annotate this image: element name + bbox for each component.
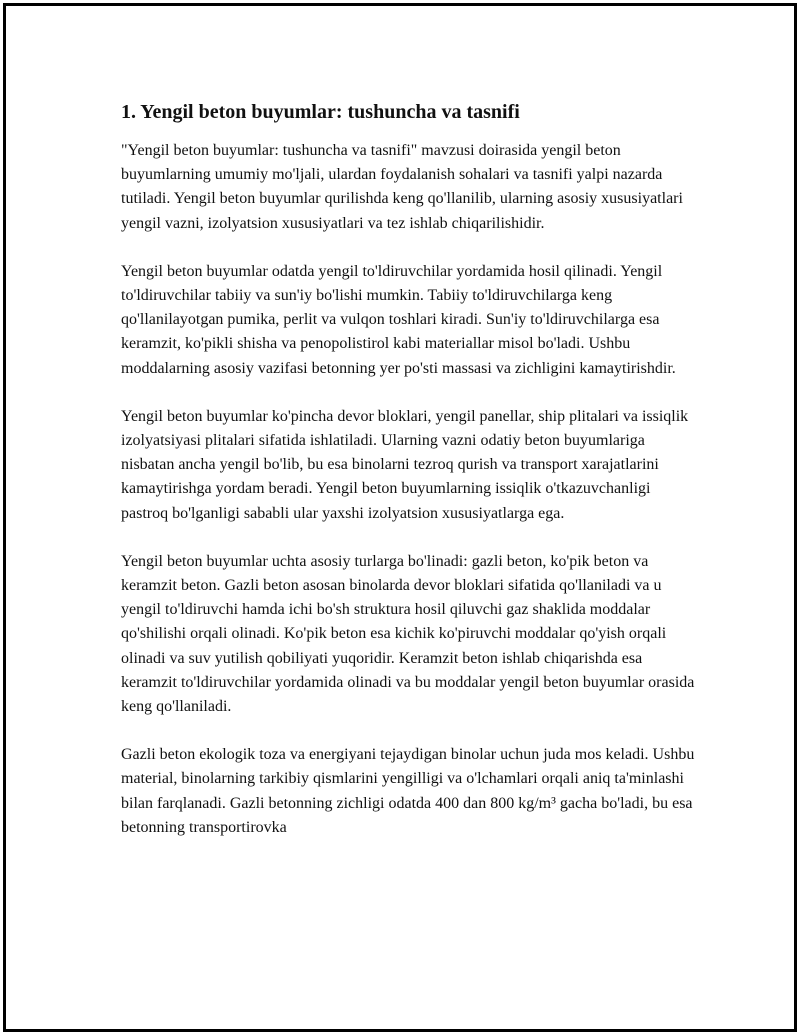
- paragraph-2: Yengil beton buyumlar odatda yengil to'ldiruvchilar yordamida hosil qilinadi. Yengil to'ldiruvchilar tabiiy va sun'iy bo'lishi mumkin. Tabiiy to'ldiruvchilarga keng qo'llanilayotgan pumika, perlit va vulqon toshlari kiradi. Sun'iy to'ldiruvchilarga esa keramzit, ko'pikli shisha va penopolistirol kabi materiallar misol bo'ladi. Ushbu moddalarning asosiy vazifasi betonning yer po'sti massasi va zichligini kamaytirishdir.: [121, 262, 676, 377]
- paragraph-3: Yengil beton buyumlar ko'pincha devor bloklari, yengil panellar, ship plitalari va issiqlik izolyatsiyasi plitalari sifatida ishlatiladi. Ularning vazni odatiy beton buyumlariga nisbatan ancha yengil bo'lib, bu esa binolarni tezroq qurish va transport xarajatlarini kamaytirishga yordam beradi. Yengil beton buyumlarning issiqlik o'tkazuvchanligi pastroq bo'lganligi sababli ular yaxshi izolyatsion xususiyatlarga ega.: [121, 407, 689, 522]
- paragraph-5: Gazli beton ekologik toza va energiyani tejaydigan binolar uchun juda mos keladi. Ushbu material, binolarning tarkibiy qismlarini yengilligi va o'lchamlari orqali aniq ta'minlashi bilan farqlanadi. Gazli betonning zichligi odatda 400 dan 800 kg/m³ gacha bo'ladi, bu esa betonning transportirovka: [121, 746, 695, 836]
- paragraph-4: Yengil beton buyumlar uchta asosiy turlarga bo'linadi: gazli beton, ko'pik beton va keramzit beton. Gazli beton asosan binolarda devor bloklari sifatida qo'llaniladi va u yengil to'ldiruvchi hamda ichi bo'sh struktura hosil qiluvchi gaz shaklida moddalar qo'shilishi orqali olinadi. Ko'pik beton esa kichik ko'piruvchi moddalar qo'yish orqali olinadi va suv yutilish qobiliyati yuqoridir. Keramzit beton ishlab chiqarishda esa keramzit to'ldiruvchilar yordamida olinadi va bu moddalar yengil beton buyumlar orasida keng qo'llaniladi.: [121, 552, 695, 716]
- paragraph-1: "Yengil beton buyumlar: tushuncha va tasnifi" mavzusi doirasida yengil beton buyumlarning umumiy mo'ljali, ulardan foydalanish sohalari va tasnifi yalpi nazarda tutiladi. Yengil beton buyumlar qurilishda keng qo'llanilib, ularning asosiy xususiyatlari yengil vazni, izolyatsion xususiyatlari va tez ishlab chiqarilishidir.: [121, 142, 683, 232]
- page-frame: [3, 3, 797, 1032]
- document-body: [121, 99, 701, 864]
- section-heading: 1. Yengil beton buyumlar: tushuncha va tasnifi: [121, 101, 520, 123]
